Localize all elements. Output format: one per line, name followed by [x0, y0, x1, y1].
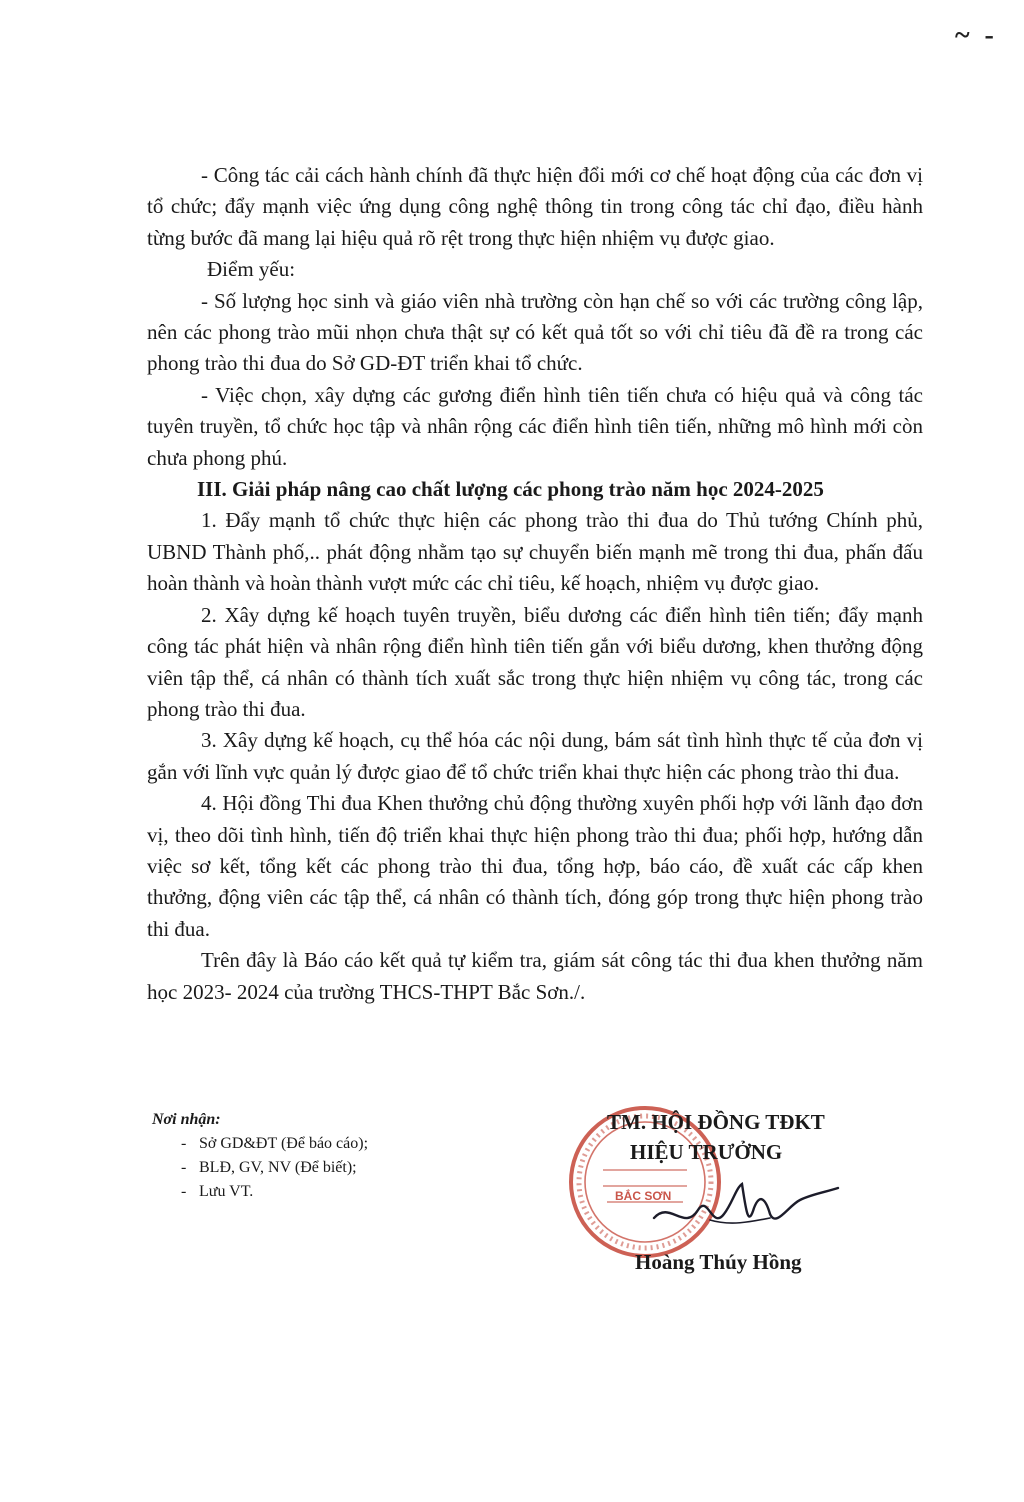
solution-item-1: 1. Đẩy mạnh tổ chức thực hiện các phong trào thi đua do Thủ tướng Chính phủ, UBND Thành phố,.. phát động nhằm tạo sự chuyển biến mạnh mẽ trong thi đua, phấn đấu hoàn thành và hoàn thành vượt mức các chỉ tiêu, kế hoạch, nhiệm vụ được giao. [147, 508, 923, 596]
seal-text: BẮC SƠN [615, 1189, 672, 1203]
recipients-label: Nơi nhận: [152, 1111, 221, 1128]
solution-item-4: 4. Hội đồng Thi đua Khen thưởng chủ động thường xuyên phối hợp với lãnh đạo đơn vị, theo dõi tình hình, tiến độ triển khai thực hiện phong trào thi đua; phối hợp, hướng dẫn việc sơ kết, tổng kết các phong trào thi đua, tổng hợp, báo cáo, đề xuất các cấp khen thưởng, động viên các tập thể, cá nhân có thành tích, đóng góp trong thực hiện phong trào thi đua. [147, 791, 923, 941]
paragraph-admin-reform: - Công tác cải cách hành chính đã thực hiện đổi mới cơ chế hoạt động của các đơn vị tổ chức; đẩy mạnh việc ứng dụng công nghệ thông tin trong công tác chỉ đạo, điều hành từng bước đã mang lại hiệu quả rõ rệt trong thực hiện nhiệm vụ được giao. [147, 163, 923, 250]
recipients-list [152, 1132, 452, 1204]
solution-item-3: 3. Xây dựng kế hoạch, cụ thể hóa các nội dung, bám sát tình hình thực tế của đơn vị gắn với lĩnh vực quản lý được giao để tổ chức triển khai thực hiện các phong trào thi đua. [147, 728, 923, 784]
recipients-block [152, 1108, 452, 1204]
document-body [147, 160, 923, 1008]
solution-item-2: 2. Xây dựng kế hoạch tuyên truyền, biểu dương các điển hình tiên tiến; đẩy mạnh công tác phát hiện và nhân rộng điển hình tiên tiến gắn với biểu dương, khen thưởng động viên tập thể, cá nhân có thành tích xuất sắc trong thực hiện nhiệm vụ công tác, trong các phong trào thi đua. [147, 602, 923, 721]
signature-position: HIỆU TRƯỞNG [630, 1140, 783, 1164]
signature-council-title: TM. HỘI ĐỒNG TĐKT [607, 1110, 825, 1134]
closing-paragraph: Trên đây là Báo cáo kết quả tự kiểm tra, giám sát công tác thi đua khen thưởng năm học 2023- 2024 của trường THCS-THPT Bắc Sơn./. [147, 948, 923, 1004]
recipient-item: - Sở GD&ĐT (Để báo cáo); [152, 1132, 452, 1156]
section-heading-iii: III. Giải pháp nâng cao chất lượng các phong trào năm học 2024-2025 [197, 477, 824, 502]
recipient-item: - Lưu VT. [152, 1180, 452, 1204]
paragraph-weakness-2: - Việc chọn, xây dựng các gương điển hình tiên tiến chưa có hiệu quả và công tác tuyên truyền, tổ chức học tập và nhân rộng các điển hình tiên tiến, những mô hình mới còn chưa phong phú. [147, 382, 923, 470]
handwritten-signature [650, 1170, 840, 1250]
corner-mark: ~ - [955, 20, 998, 51]
recipient-item: - BLĐ, GV, NV (Để biết); [152, 1156, 452, 1180]
signer-name: Hoàng Thúy Hồng [635, 1250, 802, 1274]
paragraph-weakness-1: - Số lượng học sinh và giáo viên nhà trường còn hạn chế so với các trường công lập, nên các phong trào mũi nhọn chưa thật sự có kết quả tốt so với chỉ tiêu đã đề ra trong các phong trào thi đua do Sở GD-ĐT triển khai tổ chức. [147, 288, 923, 376]
weakness-heading: Điểm yếu: [207, 257, 296, 282]
